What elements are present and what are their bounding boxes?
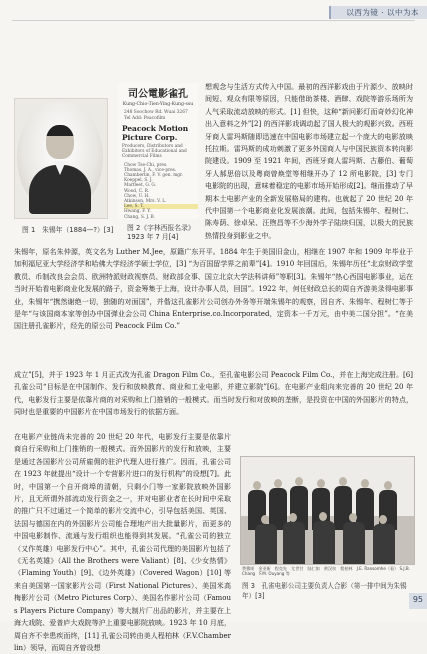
card-officer: Chamberlin, F. V. gen. mgr. [124,173,183,179]
card-officer: Marfleet, G. G. [124,183,157,189]
person-figure [255,524,277,564]
figure2-caption: 图 2《字林西报名录》1923 年 7 月[4] [127,224,195,241]
portrait-head [46,125,74,159]
person-face [361,479,369,488]
portrait-photo [14,98,108,219]
card-officer: Thomas, J. A., vice-pres. [124,167,177,173]
card-address: 248 Soochow Rd. Wuai 3267 [124,110,188,115]
person-face [295,477,303,486]
person-figure [373,524,395,564]
person-face [319,512,327,521]
card-company-name: Peacock Motion Picture Corp. [122,124,189,142]
card-officer: Chang, S. J. B. [124,214,156,220]
card-officer: Atkinson, Mrs. V. L. [124,199,167,205]
paragraph-company: 成立”[5]，并于 1923 年 1 月正式改为孔雀 Dragon Film Co.，至孔雀电影公司 Peacock Film Co.，并在上海完成注册。[6] 孔雀公司“目标是在中国制作、发行和放映教育、商业和工业电影，并建立影院”[6]。在电影产业组向来完善的 20 世纪 20 年代，电影发行主要是依靠片商的对采购和上门推销的一般模式。而当时发行和对放映的垄断，是投资在中国的外国影片的特点，同时也是重要的中国影片在中国市场发行的依据方面。 [14,370,413,417]
directory-card [118,83,198,219]
card-officer: Chow, U. H. [124,193,150,199]
figure3-names: 费穆颂 金亚新 程克先 尤世甘 陆仁如 黄汉泉 程柏林 J.E. Ransomhe（看） S.J.B. Chang F.M. Ouyang 等 [242,566,411,576]
card-romanization: Kung-Chio-Tien-Ying-Kung-ssu [122,102,194,107]
person-figure [313,521,335,564]
person-face [349,513,357,522]
person-face [289,513,297,522]
person-figure [343,522,365,564]
section-title: 以西为镜 · 以中为本 [346,8,419,17]
paragraph-biography: 朱锡年，原名朱仲源，英文名为 Luther M.Jee，原籍广东开平。1884 年生于美国旧金山，相继在 1907 年和 1909 年毕业于加利福尼亚大学经济学和哈佛大学经济学硕士学位，[3] “为百国留学界之前辈”[4]。1910 年回国后，朱锡年历任“北京财政学堂教员、币制改良会会员、欧洲特派财政视察员、财政部佥事、国立北京大学法科讲师”等职[3]。朱锡年“热心西国电影事业，运在当时开始看电影商业化发展的路子，资金筹集于上海，设计办事人员，回国”。1922 年，何任财政总长的周自齐游美录得电影事业，朱锡年“携然谢绝一切，独随的对面国”，并偕这孔雀影片公司创办外务等开端朱锡年的观察，因自齐、朱锡年、程树仁等于是年“与该国商本家等创办中国弹业会公司 China Enterprise.co.Incorporated，定资本一千万元，由中美二国分担”。“在美国注册孔雀影片，经先的原公司 Peacock Film Co.” [14,247,413,331]
person-face [261,515,269,524]
card-officer: Koeppel, S. J. [124,178,153,184]
card-officer: Wood, C. R. [124,188,150,194]
paragraph-intro: 想观念与生活方式传入中国。最初的西洋影戏由于片源少、放映时间短、观众有限等原因，只能借助茶楼、酒肆、戏院等游乐场所为人气采取流动放映的形式。[1] 但快，这种“新问影灯而奇妙幻化神出入意料之外”[2] 的西洋影戏调动起了国人极大的观影兴致。西班牙商人雷玛斯随即迅速在中国电影市场建立起一个庞大的电影放映托拉斯。雷玛斯的成功刺激了更多外国商人与中国民族资本转向影院建设。1909 至 1921 年间，西班牙商人雷玛斯、古藤伯、葡萄牙人郝思倍以及粤商曾焕堂等相继开办了 12 所电影院，[3] 专门电影院的出现，意味着稳定的电影市场开始形成[2]。继而推动了早期本土电影产业的全新发展格局的建构。也就起了 20 世纪 20 年代中国第一个电影商业化发展浪潮。此间，包括朱锡年、程树仁、陈寿荫、徐卓呆、汪煦昌等不少海外学子陆续归国，以极大的民族热情投身到影业之中。 [205,82,413,240]
person-face [384,481,392,490]
card-telegraph: Tel Add: Peacofilm [124,115,166,121]
page-number: 95 [412,595,423,604]
person-face [274,479,282,488]
card-officer: Chow Tse-Chi, pres. [124,162,168,168]
card-officer-list [124,163,198,220]
group-photo [240,456,415,565]
person-face [253,481,261,490]
page-header [0,0,427,20]
card-officer: Hwang, F. Y. [124,209,151,215]
header-rule [12,20,415,21]
card-officer: Lee, S. T. [124,204,198,209]
card-title: 司公電影雀孔 [128,89,188,100]
paragraph-distribution: 在电影产业链尚未完善的 20 世纪 20 年代，电影发行主要是依靠片商自行采购和上门推销的一般模式。而外国影片的发行和放映，主要是通过各国影片公司所雇佣的驻沪代理人进行推广。因而，孔雀公司在 1923 年就提出“设计一个专营影片进口的发行机构”的设想[7]。此时，中国第一个自开商埠的清朝，只剩小门等一家影院放映外国影片，且无所谓外部流动发行资金之一，并对电影业者在长时间中采取的推广只不过通过一个简单的影片交流中心，引导包括美国、英国、法国与德国在内的外国影片公司能合理地产出大批量影片，而更多的中国电影制作、流通与发行组织也能得到其发展。“孔雀公司的独立（又作英雄）电影发行中心”。其中，孔雀公司代理的美国影片包括了《无名英雄》（All the Brothers were Valiant）[8]、《少女热情》（Flaming Youth）[9]、《边外英雄》（Covered Wagon）[10] 等来自美国第一国家影片公司（First National Pictures）、美国米高梅影片公司（Metro Pictures Corp）、美国名作影片公司（Famous Players Picture Company）等大制片厂出品的影片，并主要在上海大戏院、爱普庐大戏院等沪上重要电影院放映。1923 年 10 月底，周自齐不幸患疾而终，[11] 孔雀公司转由美人程柏林（F.V.Chamberlin）领导，而周自齐曾设想 [14,432,231,652]
card-description: Producers, Distributors and Exhibitors of Educational and Commercial Films [122,144,187,160]
person-face [339,477,347,486]
person-face [317,479,325,488]
figure3-caption: 图 3 孔雀电影公司主要负责人合影（第一排中间为朱锡年）[3] [242,582,407,600]
person-face [379,515,387,524]
person-figure [283,522,305,564]
figure1-caption: 图 1 朱锡年（1884—?）[3] [22,226,114,234]
